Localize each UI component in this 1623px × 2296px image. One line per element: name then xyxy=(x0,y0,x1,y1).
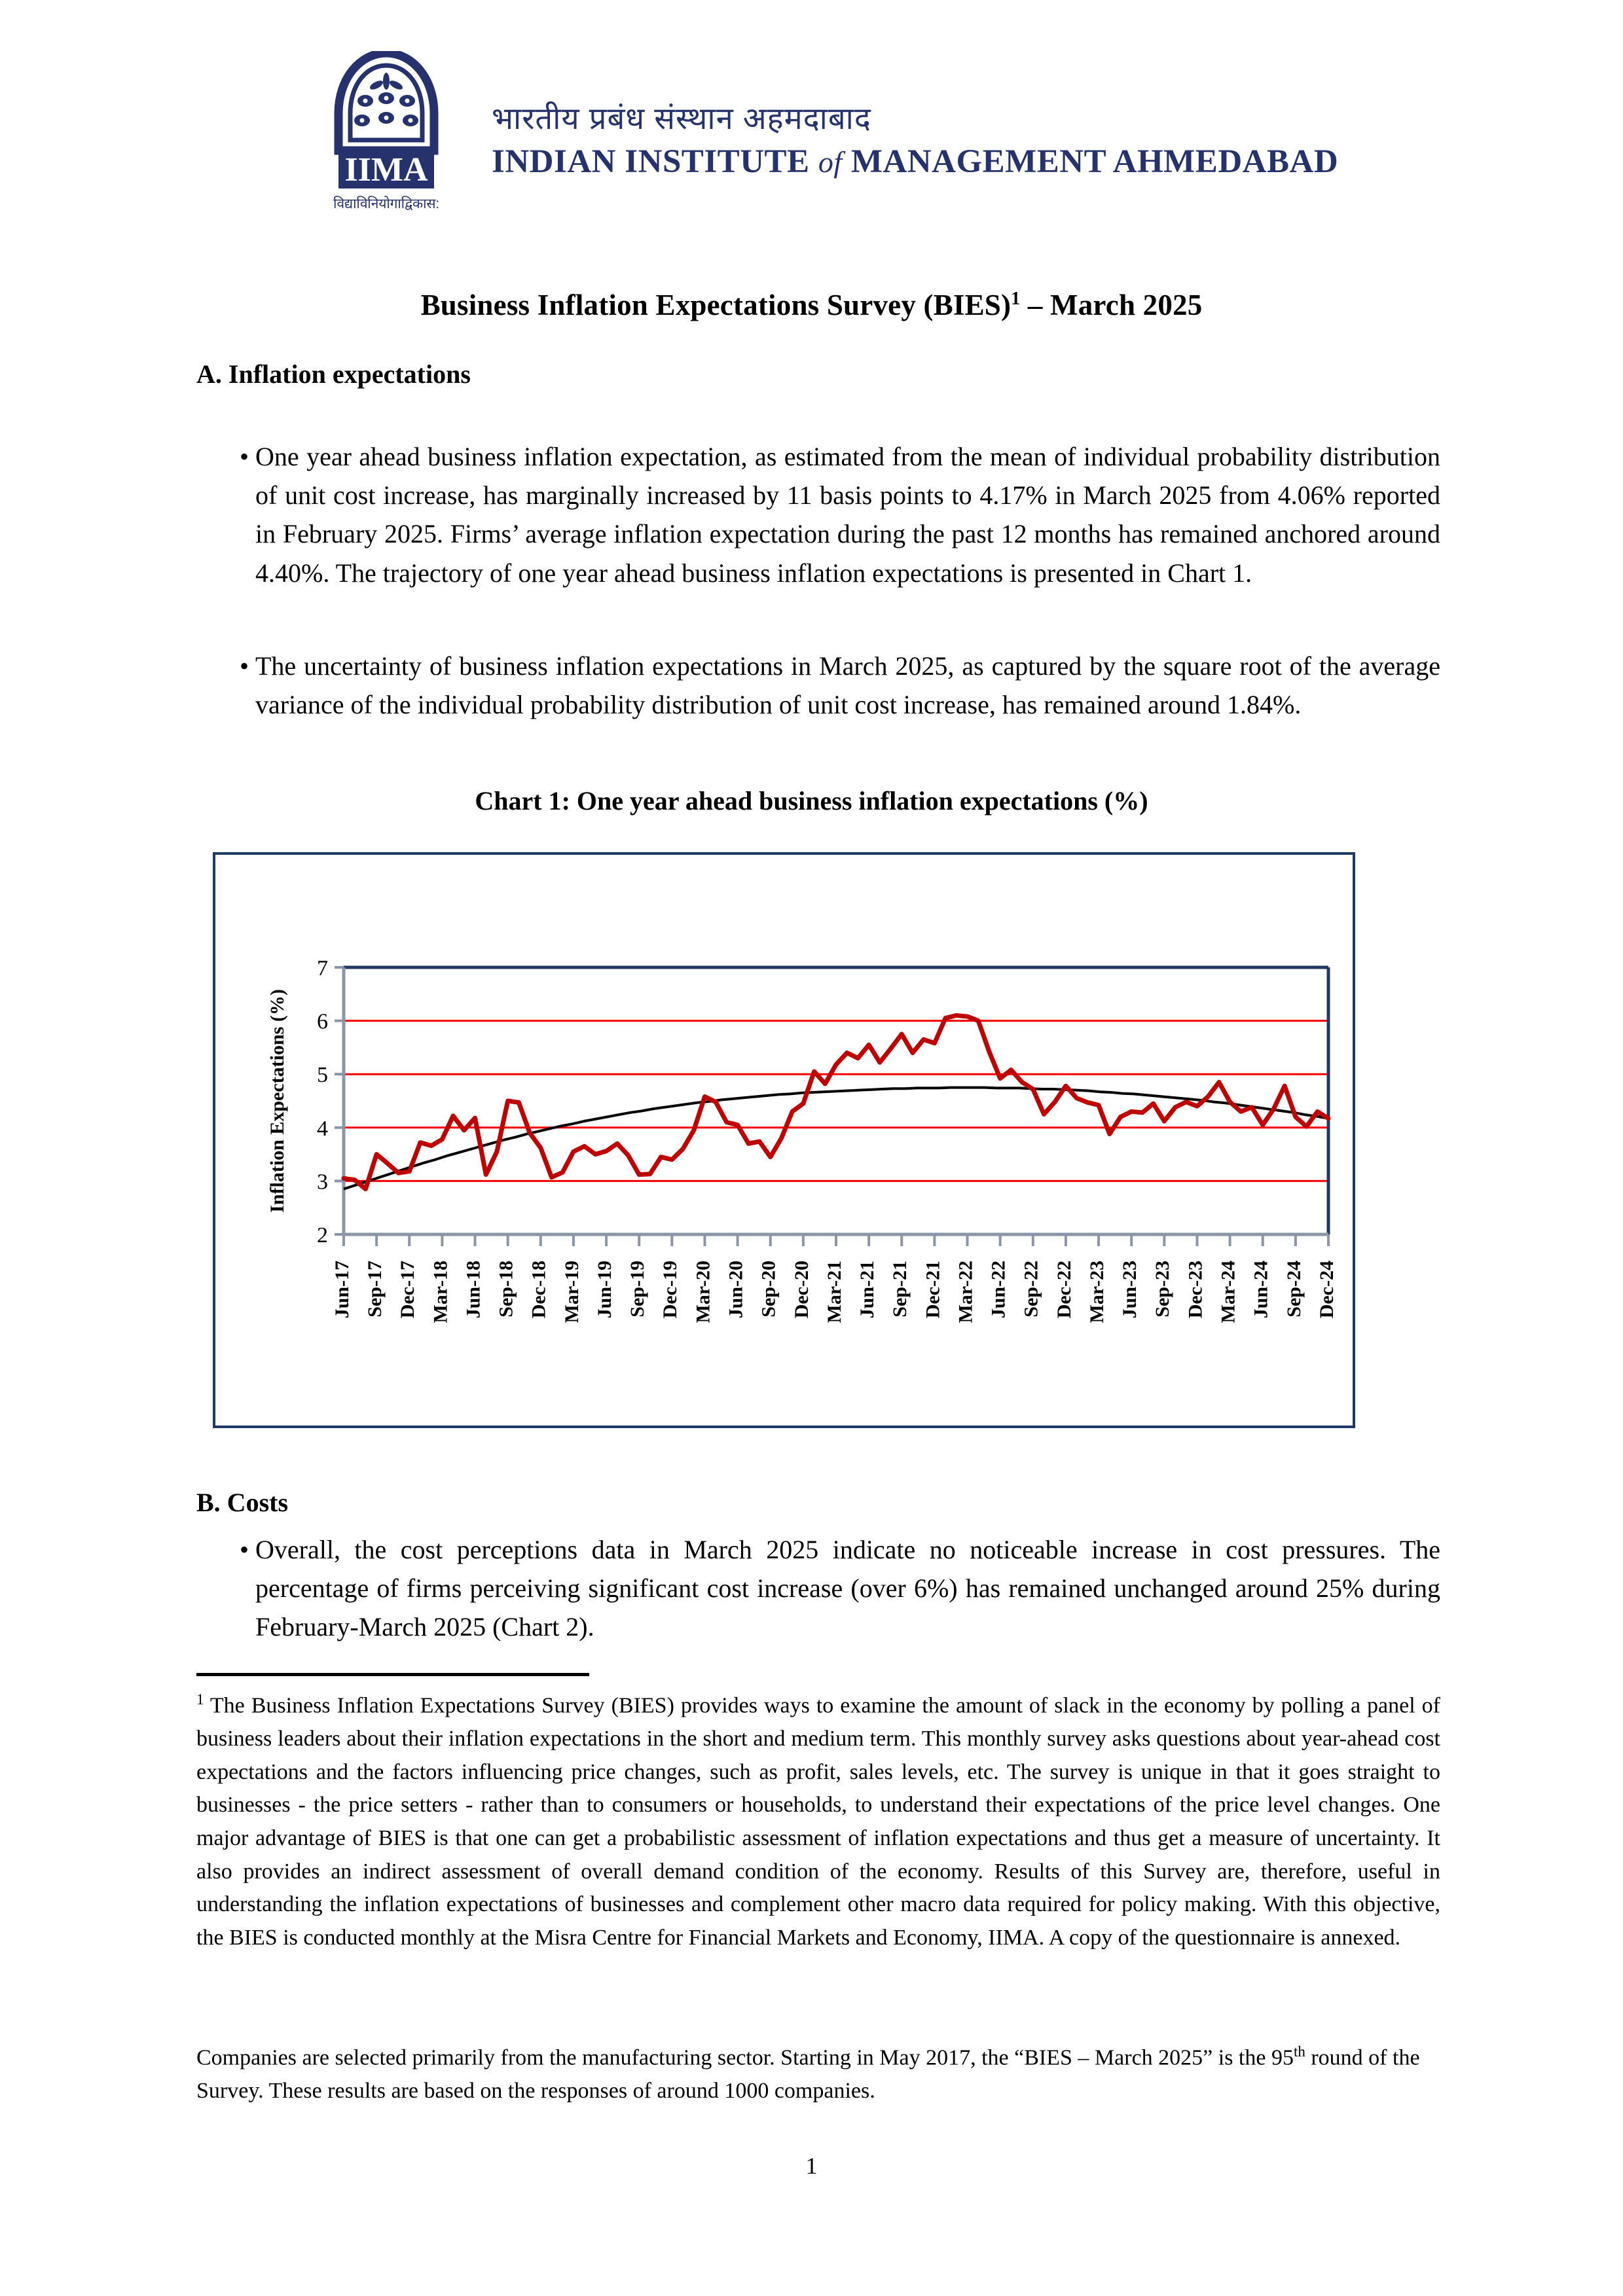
chart-y-axis-label: Inflation Expectations (%) xyxy=(266,989,288,1213)
page-title-main: Business Inflation Expectations Survey (BIES) xyxy=(420,289,1012,321)
footnote-paragraph-2 xyxy=(196,2041,1440,2108)
x-tick-label: Jun-22 xyxy=(987,1261,1010,1319)
y-tick-label: 6 xyxy=(317,1009,328,1034)
x-tick-label: Dec-23 xyxy=(1184,1261,1207,1319)
bullet-text: One year ahead business inflation expectation, as estimated from the mean of individual probability distribution of unit cost increase, has marginally increased by 11 basis points to 4.17% in March 2025 from 4.06% reported in February 2025. Firms’ average inflation expectation during the past 12 months has remained anchored around 4.40%. The trajectory of one year ahead business inflation expectations is presented in Chart 1. xyxy=(255,442,1440,588)
chart-1-svg xyxy=(215,855,1353,1426)
x-tick-label: Jun-24 xyxy=(1250,1261,1272,1319)
x-tick-label: Sep-22 xyxy=(1020,1261,1042,1318)
y-tick-label: 2 xyxy=(317,1223,328,1247)
y-tick-label: 5 xyxy=(317,1063,328,1088)
iima-name-english-of: of xyxy=(818,145,843,179)
footnote-body: The Business Inflation Expectations Survey (BIES) provides ways to examine the amount of slack in the economy by polling a panel of business leaders about their inflation expectations in the short and medium term. This monthly survey asks questions about year-ahead cost expectations and the factors influencing price changes, such as profit, sales levels, etc. The survey is unique in that it goes straight to businesses - the price setters - rather than to consumers or households, to understand their expectations of the price level changes. One major advantage of BIES is that one can get a probabilistic assessment of inflation expectations and thus get a measure of uncertainty. It also provides an indirect assessment of overall demand condition of the economy. Results of this Survey are, therefore, useful in understanding the inflation expectations of businesses and complement other macro data required for policy making. With this objective, the BIES is conducted monthly at the Misra Centre for Financial Markets and Economy, IIMA. A copy of the questionnaire is annexed. xyxy=(196,1693,1440,1950)
x-tick-label: Mar-23 xyxy=(1085,1261,1108,1323)
bullet-item xyxy=(196,1530,1440,1647)
chart-y-axis-ticks xyxy=(317,956,344,1247)
iima-logo-header xyxy=(298,51,1372,247)
y-tick-label: 7 xyxy=(317,956,328,980)
iima-name-hindi: भारतीय प्रबंध संस्थान अहमदाबाद xyxy=(492,101,871,135)
section-heading-a: A. Inflation expectations xyxy=(196,359,471,389)
page-title-tail: – March 2025 xyxy=(1020,289,1203,321)
iima-arch-icon xyxy=(324,51,448,192)
bullet-item xyxy=(196,647,1440,724)
chart-gridlines xyxy=(344,1021,1328,1181)
iima-logo-mark xyxy=(298,51,475,213)
iima-name-english xyxy=(492,143,1338,181)
iima-name-english-suffix: MANAGEMENT AHMEDABAD xyxy=(842,143,1339,181)
x-tick-label: Dec-19 xyxy=(659,1261,682,1319)
x-tick-label: Sep-23 xyxy=(1152,1261,1174,1318)
x-tick-label: Jun-21 xyxy=(856,1261,879,1319)
x-tick-label: Sep-17 xyxy=(364,1261,386,1318)
x-tick-label: Sep-19 xyxy=(627,1261,649,1318)
x-tick-label: Dec-20 xyxy=(790,1261,812,1319)
x-tick-label: Dec-18 xyxy=(528,1261,550,1319)
x-tick-label: Dec-17 xyxy=(397,1261,419,1319)
x-tick-label: Mar-19 xyxy=(560,1261,583,1323)
x-tick-label: Mar-21 xyxy=(823,1261,845,1323)
footnote-text xyxy=(196,1689,1440,1955)
footnote-marker: 1 xyxy=(196,1691,204,1708)
x-tick-label: Mar-22 xyxy=(955,1261,977,1323)
bullet-marker-icon: • xyxy=(240,1535,249,1564)
section-heading-b: B. Costs xyxy=(196,1488,289,1517)
iima-name-block xyxy=(492,51,1338,181)
x-tick-label: Jun-17 xyxy=(331,1261,353,1319)
x-tick-label: Jun-23 xyxy=(1119,1261,1141,1319)
page-number: 1 xyxy=(805,2153,818,2179)
footnote-p2-post: round of the Survey. These results are based on the responses of around 1000 companies. xyxy=(196,2045,1420,2103)
footnote-p2-pre: Companies are selected primarily from the manufacturing sector. Starting in May 2017, the “BIES – March 2025” is the 95 xyxy=(196,2045,1294,2070)
x-tick-label: Dec-21 xyxy=(922,1261,944,1319)
x-tick-label: Dec-22 xyxy=(1053,1261,1075,1319)
bullet-marker-icon: • xyxy=(240,651,249,681)
x-tick-label: Mar-20 xyxy=(692,1261,714,1323)
x-tick-label: Jun-18 xyxy=(462,1261,484,1319)
x-tick-label: Sep-24 xyxy=(1283,1261,1305,1318)
page-title xyxy=(0,288,1623,322)
iima-motto: विद्याविनियोगाद्विकास: xyxy=(333,196,439,211)
bullet-marker-icon: • xyxy=(240,442,249,471)
x-tick-label: Mar-18 xyxy=(429,1261,452,1323)
iima-wordmark: IIMA xyxy=(344,151,428,188)
x-tick-label: Mar-24 xyxy=(1217,1261,1239,1323)
iima-name-english-prefix: INDIAN INSTITUTE xyxy=(492,143,818,181)
x-tick-label: Dec-24 xyxy=(1315,1261,1338,1319)
x-tick-label: Sep-18 xyxy=(495,1261,517,1318)
page-title-footnote-marker: 1 xyxy=(1011,289,1021,309)
footnote-p2-ordinal: th xyxy=(1293,2043,1305,2060)
bullet-text: The uncertainty of business inflation expectations in March 2025, as captured by the square root of the average variance of the individual probability distribution of unit cost increase, has remained around 1.84%. xyxy=(255,651,1440,720)
footnote-separator xyxy=(196,1673,589,1676)
x-tick-label: Jun-19 xyxy=(593,1261,615,1319)
chart-plot-frame xyxy=(344,967,1328,1234)
x-tick-label: Sep-21 xyxy=(889,1261,911,1318)
chart-caption: Chart 1: One year ahead business inflation expectations (%) xyxy=(475,786,1148,816)
x-tick-label: Sep-20 xyxy=(757,1261,780,1318)
chart-x-axis-ticks xyxy=(331,1234,1338,1323)
bullet-text: Overall, the cost perceptions data in March 2025 indicate no noticeable increase in cost pressures. The percentage of firms perceiving significant cost increase (over 6%) has remained unchanged around 25% during February-March 2025 (Chart 2). xyxy=(255,1535,1440,1642)
bullet-item xyxy=(196,437,1440,592)
y-tick-label: 3 xyxy=(317,1170,328,1194)
chart-1-container xyxy=(213,852,1355,1428)
y-tick-label: 4 xyxy=(317,1116,328,1141)
chart-series-line xyxy=(344,1015,1328,1189)
x-tick-label: Jun-20 xyxy=(725,1261,747,1319)
